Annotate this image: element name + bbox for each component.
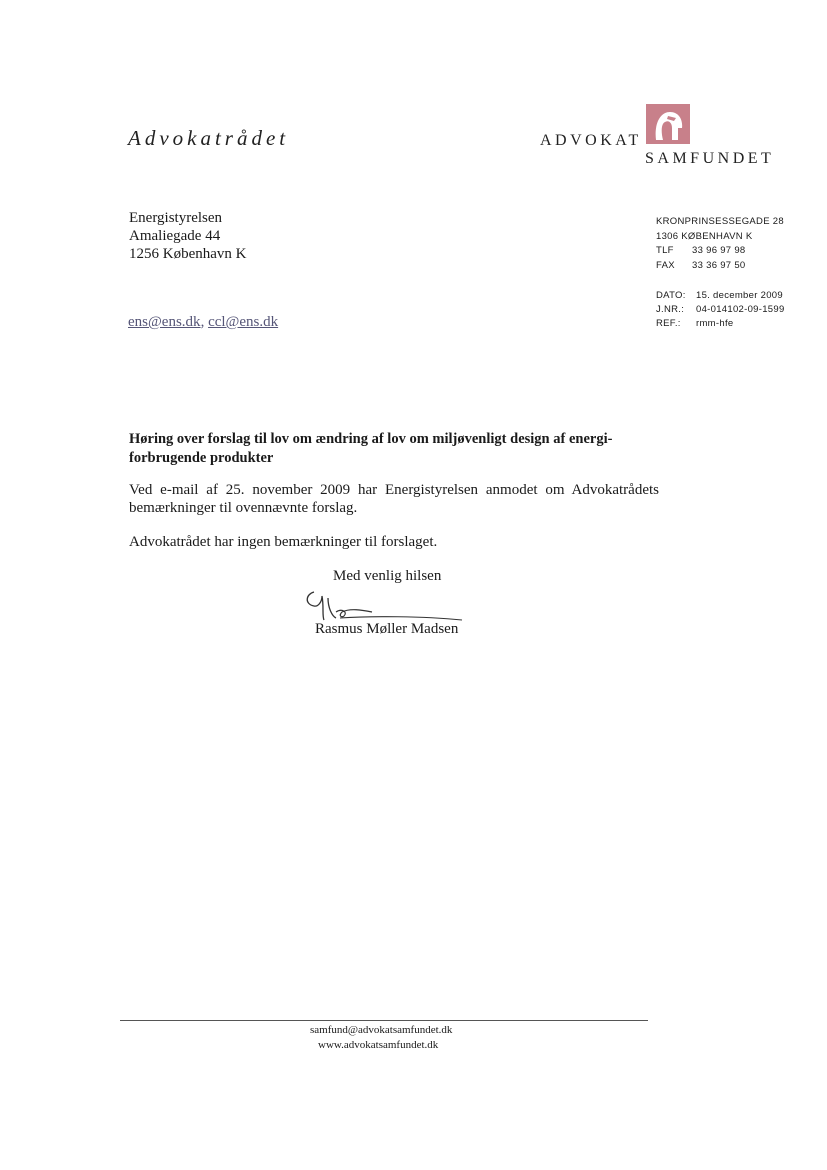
jnr-label: J.NR.: bbox=[656, 304, 685, 315]
footer-email-link[interactable]: samfund@advokatsamfundet.dk bbox=[310, 1024, 453, 1036]
phone-value: 33 96 97 98 bbox=[692, 245, 746, 256]
sender-street: KRONPRINSESSEGADE 28 bbox=[656, 216, 784, 227]
email-link-ccl[interactable]: ccl@ens.dk bbox=[208, 314, 279, 330]
meta-ref bbox=[656, 317, 785, 331]
sender-address bbox=[656, 215, 784, 273]
letter-subject: Høring over forslag til lov om ændring af lov om miljøvenligt design af energi-forbrugende produkter bbox=[129, 431, 613, 466]
recipient-emails bbox=[128, 314, 278, 331]
body-paragraph-2: Advokatrådet har ingen bemærkninger til forslaget. bbox=[129, 534, 438, 550]
ref-value: rmm-hfe bbox=[696, 318, 734, 329]
body-paragraph-1: Ved e-mail af 25. november 2009 har Energistyrelsen anmodet om Advokatrådets bemærkninger til ovennævnte forslag. bbox=[129, 482, 659, 516]
date-value: 15. december 2009 bbox=[696, 290, 783, 301]
phone-label: TLF bbox=[656, 245, 674, 256]
fax-value: 33 36 97 50 bbox=[692, 259, 746, 271]
ref-label: REF.: bbox=[656, 318, 681, 329]
logo-samfundet: SAMFUNDET bbox=[645, 150, 775, 167]
email-separator: , bbox=[200, 314, 209, 330]
meta-date bbox=[656, 289, 785, 303]
sender-fax bbox=[656, 259, 784, 274]
closing-greeting: Med venlig hilsen bbox=[333, 568, 442, 584]
handwritten-signature-icon bbox=[302, 582, 472, 624]
footer-website-link[interactable]: www.advokatsamfundet.dk bbox=[318, 1039, 439, 1051]
fax-label: FAX bbox=[656, 259, 675, 271]
footer-divider bbox=[120, 1020, 648, 1021]
recipient-name: Energistyrelsen bbox=[129, 210, 223, 226]
letter-meta bbox=[656, 289, 785, 331]
helmet-emblem-icon bbox=[646, 104, 690, 144]
email-link-ens[interactable]: ens@ens.dk bbox=[128, 314, 201, 330]
signer-name: Rasmus Møller Madsen bbox=[315, 621, 459, 637]
logo-advokat: ADVOKAT bbox=[540, 132, 642, 149]
sender-phone bbox=[656, 244, 784, 259]
logo-advokatraadet: Advokatrådet bbox=[128, 126, 290, 150]
recipient-address bbox=[129, 209, 246, 263]
date-label: DATO: bbox=[656, 290, 686, 301]
recipient-street: Amaliegade 44 bbox=[129, 228, 221, 244]
sender-city: 1306 KØBENHAVN K bbox=[656, 230, 753, 242]
recipient-city: 1256 København K bbox=[129, 246, 247, 262]
meta-jnr bbox=[656, 303, 785, 317]
jnr-value: 04-014102-09-1599 bbox=[696, 304, 785, 315]
